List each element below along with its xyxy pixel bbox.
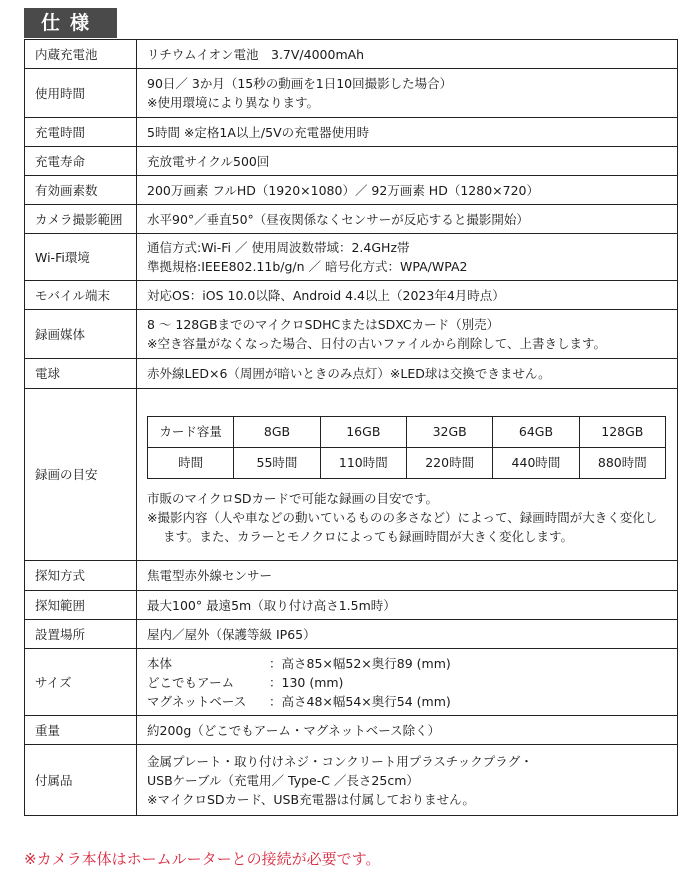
size-item-value: ：130 (mm): [269, 674, 344, 690]
row-value: 赤外線LED×6（周囲が暗いときのみ点灯）※LED球は交換できません。: [137, 359, 678, 389]
capacity-cell: 32GB: [406, 416, 492, 447]
row-value: 5時間 ※定格1A以上/5Vの充電器使用時: [137, 118, 678, 147]
row-label: カメラ撮影範囲: [25, 205, 137, 234]
capacity-table: [147, 416, 666, 479]
value-line: ※マイクロSDカード、USB充電器は付属しておりません。: [147, 791, 475, 807]
router-footnote: ※カメラ本体はホームルーターとの接続が必要です。: [24, 850, 381, 868]
time-label: 時間: [148, 447, 234, 478]
row-value: 充放電サイクル500回: [137, 147, 678, 176]
row-label: 充電寿命: [25, 147, 137, 176]
row-location: [25, 620, 678, 649]
capacity-cell: 16GB: [320, 416, 406, 447]
row-value: 水平90°／垂直50°（昼夜関係なくセンサーが反応すると撮影開始）: [137, 205, 678, 234]
row-value: [137, 649, 678, 716]
row-label: 探知方式: [25, 561, 137, 591]
row-label: サイズ: [25, 649, 137, 716]
row-accessories: [25, 745, 678, 816]
row-charge-life: [25, 147, 678, 176]
row-pixels: [25, 176, 678, 205]
capacity-cell: 64GB: [493, 416, 579, 447]
row-bulb: [25, 359, 678, 389]
size-item: [147, 692, 669, 711]
guide-note: ます。また、カラーとモノクロによっても録画時間が大きく変化します。: [163, 528, 574, 544]
value-line: 金属プレート・取り付けネジ・コンクリート用プラスチックプラグ・: [147, 753, 533, 769]
row-label: モバイル端末: [25, 281, 137, 310]
row-value: [137, 310, 678, 359]
time-cell: 55時間: [234, 447, 320, 478]
row-size: [25, 649, 678, 716]
size-item-value: ：高さ48×幅54×奥行54 (mm): [269, 693, 451, 709]
row-label: 内蔵充電池: [25, 40, 137, 69]
row-value: 焦電型赤外線センサー: [137, 561, 678, 591]
size-item: [147, 654, 669, 673]
row-label: 録画の目安: [25, 389, 137, 561]
time-cell: 440時間: [493, 447, 579, 478]
row-value: [137, 389, 678, 561]
row-value: 約200g（どこでもアーム・マグネットベース除く）: [137, 716, 678, 745]
row-label: 重量: [25, 716, 137, 745]
row-usage: [25, 69, 678, 118]
row-battery: [25, 40, 678, 69]
capacity-cell: 128GB: [579, 416, 665, 447]
row-value: [137, 69, 678, 118]
spec-table: [24, 39, 678, 816]
time-cell: 110時間: [320, 447, 406, 478]
row-value: [137, 745, 678, 816]
value-line: ※空き容量がなくなった場合、日付の古いファイルから削除して、上書きします。: [147, 336, 606, 351]
row-label: 録画媒体: [25, 310, 137, 359]
value-line: 8 ～ 128GBまでのマイクロSDHCまたはSDXCカード（別売）: [147, 317, 500, 332]
size-item-name: マグネットベース: [147, 693, 247, 709]
row-value: 最大100° 最遠5m（取り付け高さ1.5m時）: [137, 591, 678, 620]
capacity-cell: 8GB: [234, 416, 320, 447]
time-cell: 880時間: [579, 447, 665, 478]
row-label: 探知範囲: [25, 591, 137, 620]
capacity-time-row: [148, 447, 666, 478]
size-item-value: ：高さ85×幅52×奥行89 (mm): [269, 655, 451, 671]
row-value: 屋内／屋外（保護等級 IP65）: [137, 620, 678, 649]
value-line: 準拠規格:IEEE802.11b/g/n ／ 暗号化方式：WPA/WPA2: [147, 259, 468, 274]
row-record-guide: [25, 389, 678, 561]
row-label: Wi-Fi環境: [25, 234, 137, 281]
row-label: 充電時間: [25, 118, 137, 147]
guide-note: 市販のマイクロSDカードで可能な録画の目安です。: [147, 490, 439, 506]
row-media: [25, 310, 678, 359]
row-value: [137, 234, 678, 281]
row-label: 設置場所: [25, 620, 137, 649]
row-detect-range: [25, 591, 678, 620]
value-line: ※使用環境により異なります。: [147, 95, 319, 110]
spec-title: 仕様: [24, 8, 117, 38]
capacity-header-row: [148, 416, 666, 447]
row-mobile: [25, 281, 678, 310]
row-weight: [25, 716, 678, 745]
size-item-name: 本体: [147, 655, 173, 671]
row-value: 200万画素 フルHD（1920×1080）／ 92万画素 HD（1280×720）: [137, 176, 678, 205]
capacity-header-label: カード容量: [148, 416, 234, 447]
row-wifi: [25, 234, 678, 281]
time-cell: 220時間: [406, 447, 492, 478]
row-label: 電球: [25, 359, 137, 389]
size-item-name: どこでもアーム: [147, 674, 235, 690]
row-value: リチウムイオン電池 3.7V/4000mAh: [137, 40, 678, 69]
value-line: 通信方式:Wi-Fi ／ 使用周波数帯域：2.4GHz帯: [147, 240, 410, 255]
row-label: 有効画素数: [25, 176, 137, 205]
row-label: 使用時間: [25, 69, 137, 118]
value-line: USBケーブル（充電用／ Type-C ／長さ25cm）: [147, 772, 419, 788]
row-camera-range: [25, 205, 678, 234]
row-label: 付属品: [25, 745, 137, 816]
size-item: [147, 673, 669, 692]
row-charge-time: [25, 118, 678, 147]
guide-note: ※撮影内容（人や車などの動いているものの多さなど）によって、録画時間が大きく変化し: [147, 509, 658, 525]
value-line: 90日／ 3か月（15秒の動画を1日10回撮影した場合）: [147, 76, 453, 91]
row-detect-method: [25, 561, 678, 591]
row-value: 対応OS：iOS 10.0以降、Android 4.4以上（2023年4月時点）: [137, 281, 678, 310]
